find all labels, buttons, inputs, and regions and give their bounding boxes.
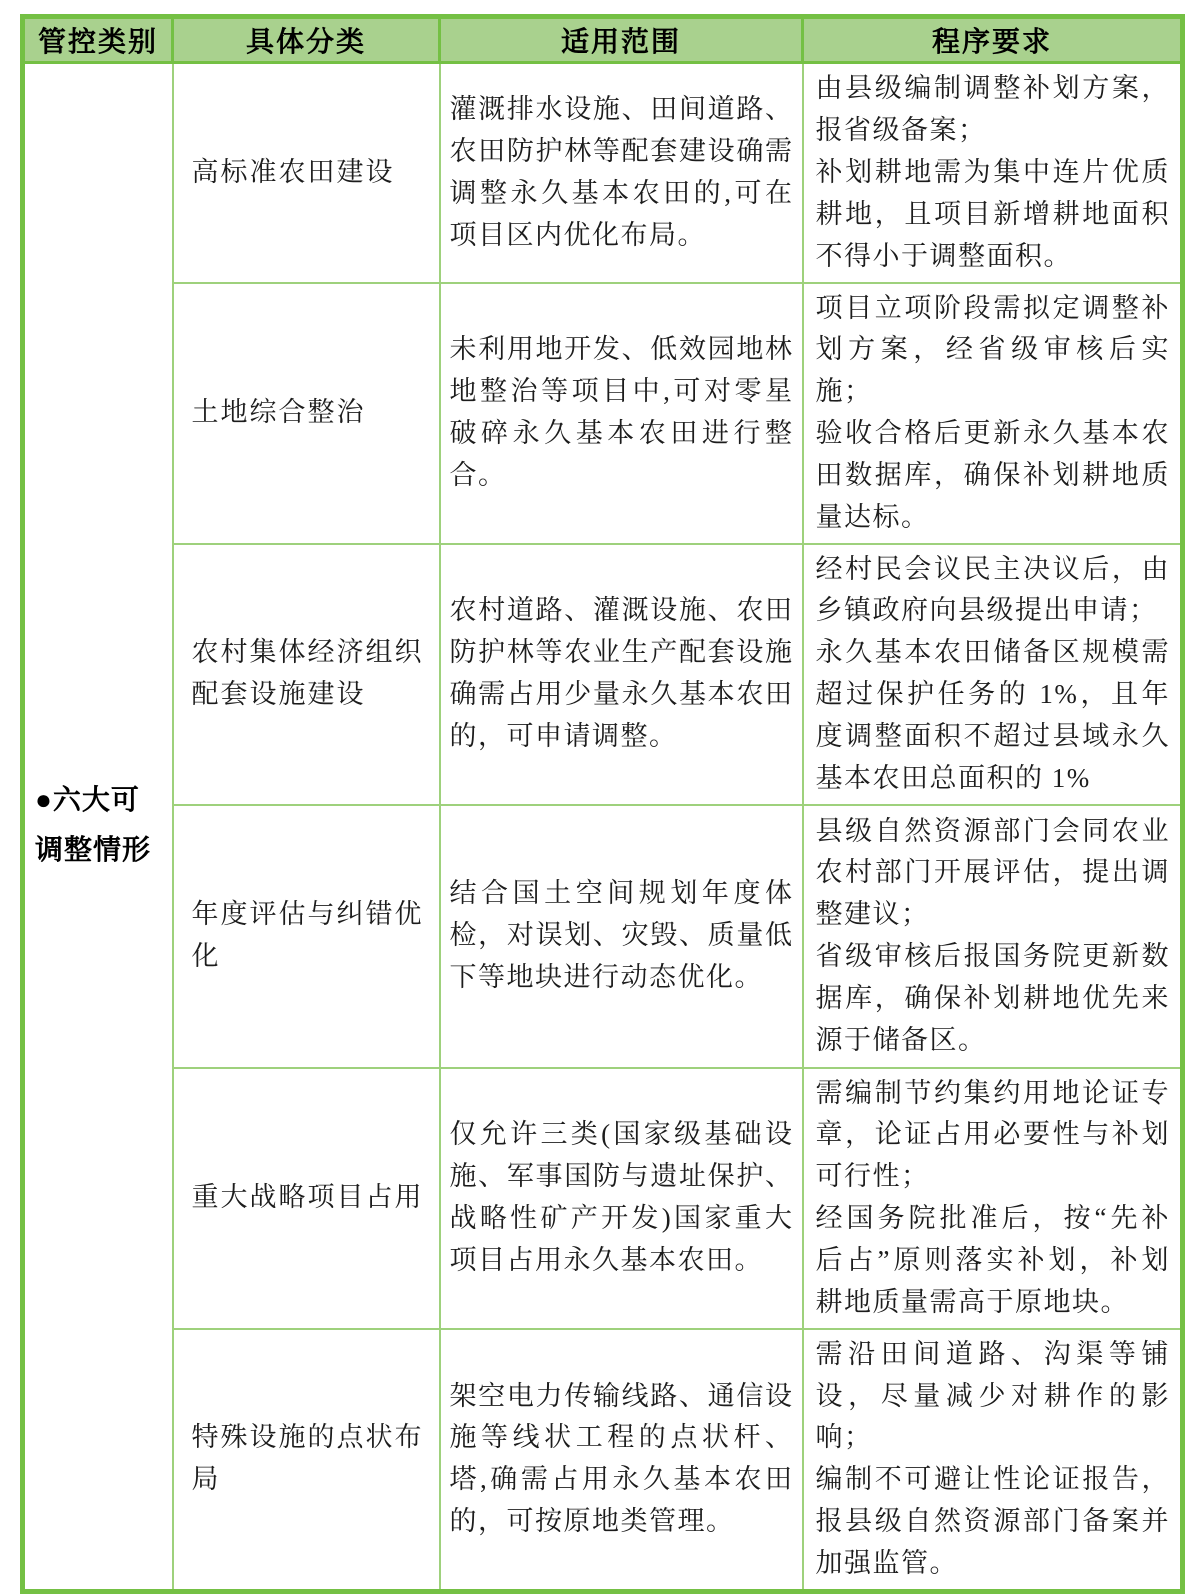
scope-cell: 仅允许三类(国家级基础设施、军事国防与遗址保护、战略性矿产开发)国家重大项目占用永久基本农田。	[440, 1068, 803, 1329]
header-row	[23, 17, 1183, 63]
category-cell: ●六大可调整情形	[23, 63, 173, 1592]
scope-cell: 架空电力传输线路、通信设施等线状工程的点状杆、塔,确需占用永久基本农田的，可按原地类管理。	[440, 1329, 803, 1592]
table-row	[23, 1068, 1183, 1329]
requirement-paragraph: 由县级编制调整补划方案，报省级备案；	[815, 73, 1170, 145]
farmland-adjustment-table	[20, 14, 1185, 1594]
requirements-cell	[803, 805, 1183, 1068]
page	[20, 14, 1180, 1594]
requirements-cell	[803, 63, 1183, 283]
requirements-cell	[803, 283, 1183, 544]
requirement-paragraph: 验收合格后更新永久基本农田数据库，确保补划耕地质量达标。	[815, 418, 1170, 532]
table-header	[23, 17, 1183, 63]
classification-cell: 重大战略项目占用	[173, 1068, 440, 1329]
header-procedure-requirements: 程序要求	[803, 17, 1183, 63]
table-row	[23, 63, 1183, 283]
requirement-paragraph: 项目立项阶段需拟定调整补划方案，经省级审核后实施；	[815, 292, 1170, 407]
requirement-paragraph: 补划耕地需为集中连片优质耕地，且项目新增耕地面积不得小于调整面积。	[815, 156, 1170, 271]
requirement-paragraph: 经村民会议民主决议后，由乡镇政府向县级提出申请；	[815, 553, 1170, 626]
table-row	[23, 805, 1183, 1068]
header-specific-classification: 具体分类	[173, 17, 440, 63]
header-control-category: 管控类别	[23, 17, 173, 63]
requirements-cell	[803, 1329, 1183, 1592]
classification-cell: 高标准农田建设	[173, 63, 440, 283]
requirement-paragraph: 需沿田间道路、沟渠等铺设，尽量减少对耕作的影响；	[815, 1338, 1170, 1453]
scope-cell: 未利用地开发、低效园地林地整治等项目中,可对零星破碎永久基本农田进行整合。	[440, 283, 803, 544]
classification-cell: 土地综合整治	[173, 283, 440, 544]
table-row	[23, 544, 1183, 805]
scope-cell: 农村道路、灌溉设施、农田防护林等农业生产配套设施确需占用少量永久基本农田的，可申请调整。	[440, 544, 803, 805]
table-body	[23, 63, 1183, 1592]
requirement-paragraph: 经国务院批准后，按“先补后占”原则落实补划，补划耕地质量需高于原地块。	[815, 1203, 1170, 1317]
header-applicable-scope: 适用范围	[440, 17, 803, 63]
scope-cell: 结合国土空间规划年度体检，对误划、灾毁、质量低下等地块进行动态优化。	[440, 805, 803, 1068]
classification-cell: 特殊设施的点状布局	[173, 1329, 440, 1592]
requirement-paragraph: 编制不可避让性论证报告，报县级自然资源部门备案并加强监管。	[815, 1464, 1170, 1578]
requirements-cell	[803, 1068, 1183, 1329]
requirement-paragraph: 县级自然资源部门会同农业农村部门开展评估，提出调整建议；	[815, 815, 1170, 930]
table-row	[23, 1329, 1183, 1592]
requirement-paragraph: 永久基本农田储备区规模需超过保护任务的 1%，且年度调整面积不超过县域永久基本农田总面积的 1%	[815, 637, 1170, 793]
requirement-paragraph: 需编制节约集约用地论证专章，论证占用必要性与补划可行性；	[815, 1077, 1170, 1192]
requirement-paragraph: 省级审核后报国务院更新数据库，确保补划耕地优先来源于储备区。	[815, 941, 1170, 1055]
classification-cell: 年度评估与纠错优化	[173, 805, 440, 1068]
classification-cell: 农村集体经济组织配套设施建设	[173, 544, 440, 805]
requirements-cell	[803, 544, 1183, 805]
scope-cell: 灌溉排水设施、田间道路、农田防护林等配套建设确需调整永久基本农田的,可在项目区内优化布局。	[440, 63, 803, 283]
table-row	[23, 283, 1183, 544]
